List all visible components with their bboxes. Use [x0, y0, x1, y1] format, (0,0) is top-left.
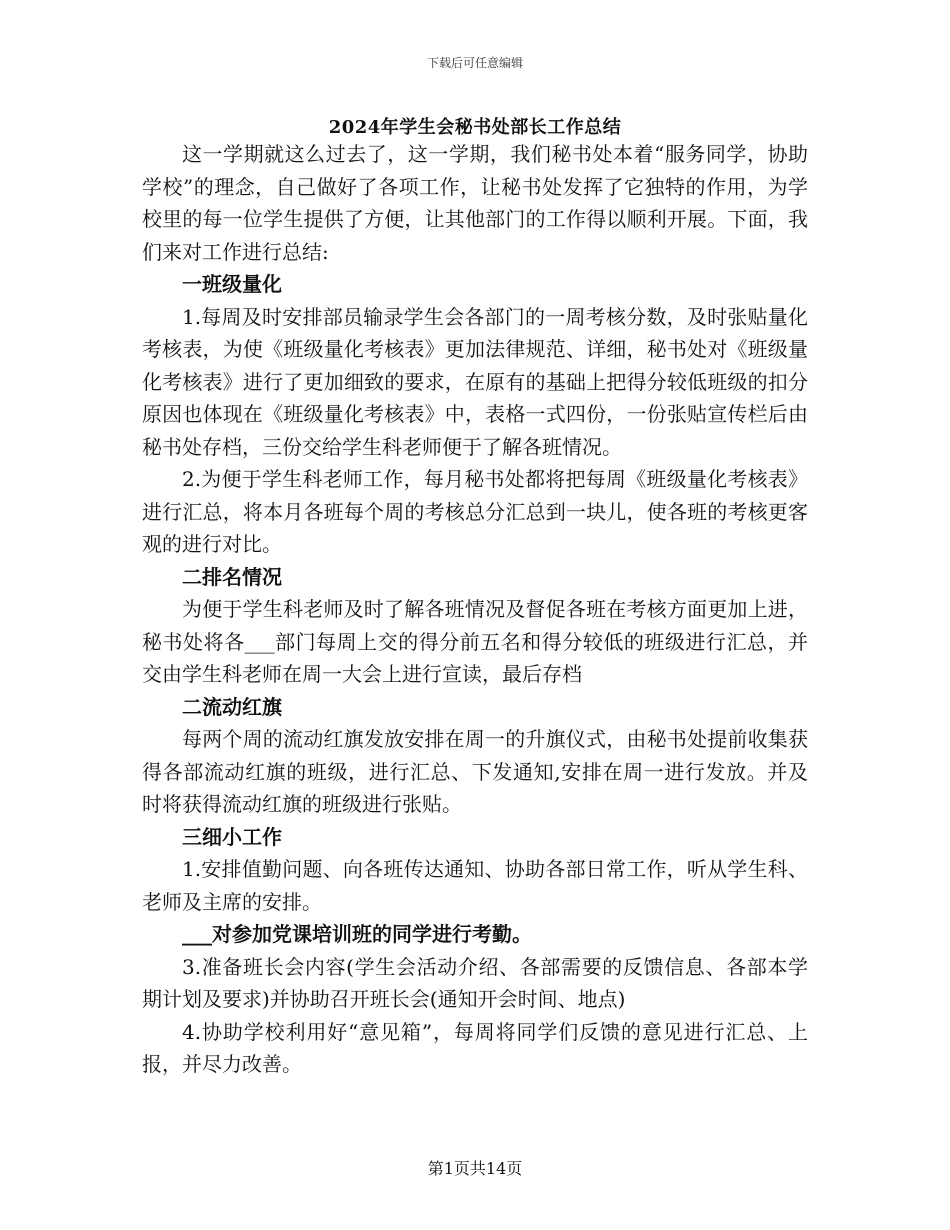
section-heading-red-flag: 二流动红旗 [182, 694, 282, 719]
header-note: 下载后可任意编辑 [426, 56, 523, 70]
document-title: 2024年学生会秘书处部长工作总结 [328, 117, 622, 138]
section-heading-ranking: 二排名情况 [182, 564, 282, 589]
document-body [142, 138, 808, 1081]
paragraph-duty: 1.安排值勤问题、向各班传达通知、协助各部日常工作，听从学生科、老师及主席的安排。 [142, 857, 808, 914]
paragraph-suggestion-box: 4.协助学校利用好“意见箱”，每周将同学们反馈的意见进行汇总、上报，并尽力改善。 [142, 1019, 808, 1076]
section-heading-small-tasks: 三细小工作 [182, 824, 282, 849]
page-footer: 第1页共14页 [427, 1159, 523, 1178]
section-heading-class-quantification: 一班级量化 [182, 272, 282, 296]
paragraph-attendance: ___对参加党课培训班的同学进行考勤。 [182, 922, 532, 946]
paragraph-weekly-scores: 1.每周及时安排部员输录学生会各部门的一周考核分数，及时张贴量化考核表，为使《班级量化考核表》更加法律规范、详细，秘书处对《班级量化考核表》进行了更加细致的要求，在原有的基础上把得分较低班级的扣分原因也体现在《班级量化考核表》中，表格一式四份，一份张贴宣传栏后由秘书处存档，三份交给学生科老师便于了解各班情况。 [142, 304, 808, 459]
paragraph-ranking: 为便于学生科老师及时了解各班情况及督促各班在考核方面更加上进，秘书处将各___部门每周上交的得分前五名和得分较低的班级进行汇总，并交由学生科老师在周一大会上进行宣读，最后存档 [142, 597, 808, 686]
paragraph-red-flag: 每两个周的流动红旗发放安排在周一的升旗仪式，由秘书处提前收集获得各部流动红旗的班级，进行汇总、下发通知,安排在周一进行发放。并及时将获得流动红旗的班级进行张贴。 [142, 727, 808, 816]
paragraph-monitor-meeting: 3.准备班长会内容(学生会活动介绍、各部需要的反馈信息、各部本学期计划及要求)并协助召开班长会(通知开会时间、地点) [142, 954, 808, 1011]
paragraph-monthly-summary: 2.为便于学生科老师工作，每月秘书处都将把每周《班级量化考核表》进行汇总，将本月各班每个周的考核总分汇总到一块儿，使各班的考核更客观的进行对比。 [142, 467, 808, 556]
intro-paragraph: 这一学期就这么过去了，这一学期，我们秘书处本着“服务同学，协助学校”的理念，自己做好了各项工作，让秘书处发挥了它独特的作用，为学校里的每一位学生提供了方便，让其他部门的工作得以顺利开展。下面，我们来对工作进行总结: [142, 142, 808, 264]
